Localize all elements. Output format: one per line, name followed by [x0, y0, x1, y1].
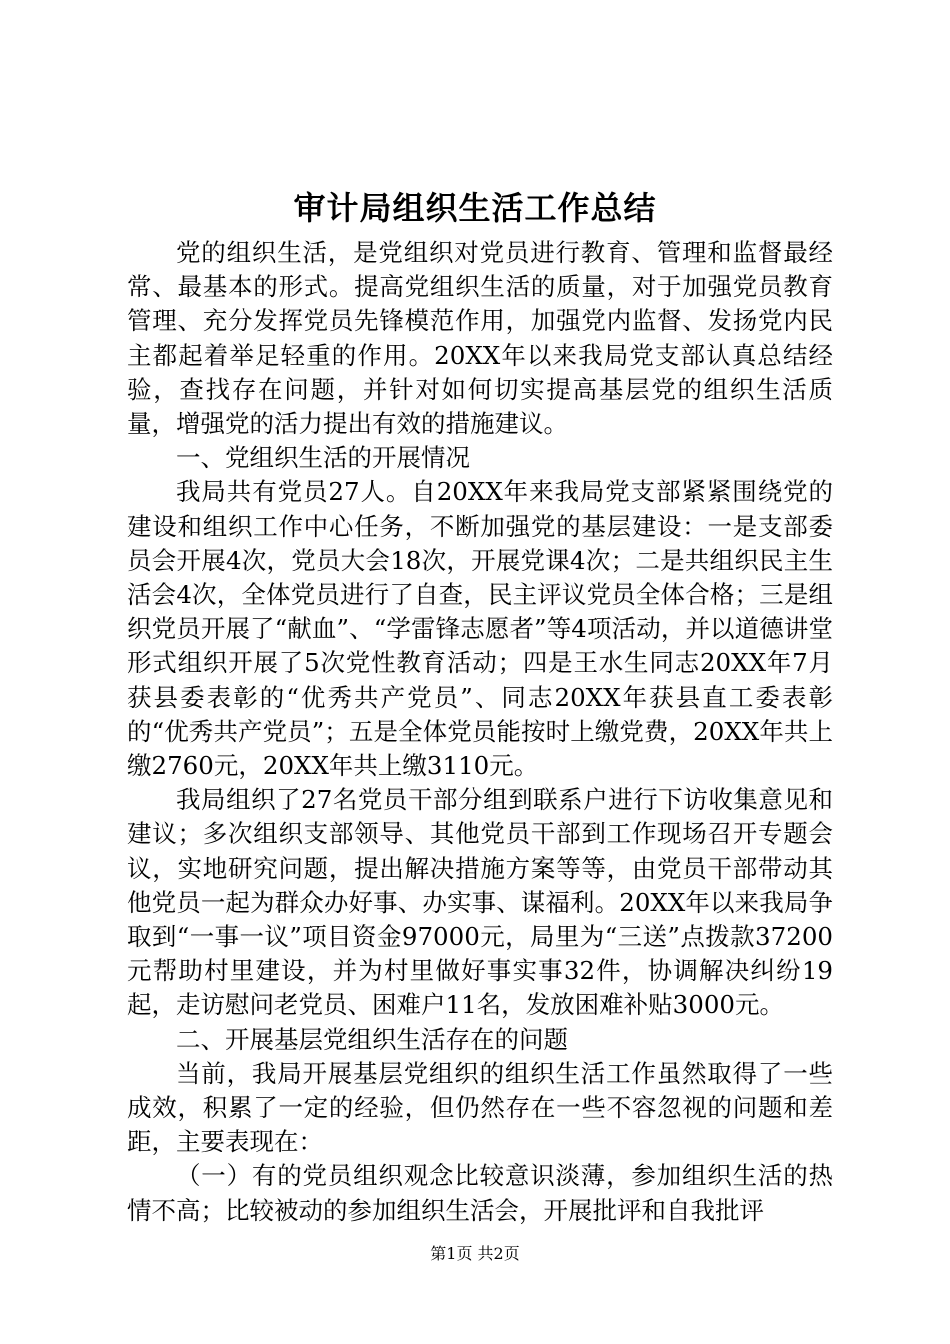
intro-paragraph: 党的组织生活，是党组织对党员进行教育、管理和监督最经常、最基本的形式。提高党组织生活的质量，对于加强党员教育管理、充分发挥党员先锋模范作用，加强党内监督、发扬党内民主都起着举足轻重的作用。20XX年以来我局党支部认真总结经验，查找存在问题，并针对如何切实提高基层党的组织生活质量，增强党的活力提出有效的措施建议。	[127, 238, 833, 439]
section-heading-2: 二、开展基层党组织生活存在的问题	[176, 1024, 568, 1054]
paragraph-party-members: 我局共有党员27人。自20XX年来我局党支部紧紧围绕党的建设和组织工作中心任务，不断加强党的基层建设：一是支部委员会开展4次，党员大会18次，开展党课4次；二是共组织民主生活会4次，全体党员进行了自查，民主评议党员全体合格；三是组织党员开展了“献血”、“学雷锋志愿者”等4项活动，并以道德讲堂形式组织开展了5次党性教育活动；四是王水生同志20XX年7月获县委表彰的“优秀共产党员”、同志20XX年获县直工委表彰的“优秀共产党员”；五是全体党员能按时上缴党费，20XX年共上缴2760元，20XX年共上缴3110元。	[127, 477, 833, 781]
page-footer: 第1页 共2页	[430, 1244, 520, 1263]
paragraph-outreach: 我局组织了27名党员干部分组到联系户进行下访收集意见和建议；多次组织支部领导、其他党员干部到工作现场召开专题会议，实地研究问题，提出解决措施方案等等，由党员干部带动其他党员一起为群众办好事、办实事、谋福利。20XX年以来我局争取到“一事一议”项目资金97000元，局里为“三送”点拨款37200元帮助村里建设，并为村里做好事实事32件，协调解决纠纷19起，走访慰问老党员、困难户11名，发放困难补贴3000元。	[127, 785, 833, 1020]
document-title: 审计局组织生活工作总结	[293, 189, 657, 227]
paragraph-problems-intro: 当前，我局开展基层党组织的组织生活工作虽然取得了一些成效，积累了一定的经验，但仍然存在一些不容忽视的问题和差距，主要表现在：	[127, 1058, 833, 1157]
paragraph-problem-1: （一）有的党员组织观念比较意识淡薄，参加组织生活的热情不高；比较被动的参加组织生活会，开展批评和自我批评	[127, 1161, 833, 1225]
document-body	[127, 236, 833, 1228]
section-heading-1: 一、党组织生活的开展情况	[176, 443, 470, 473]
